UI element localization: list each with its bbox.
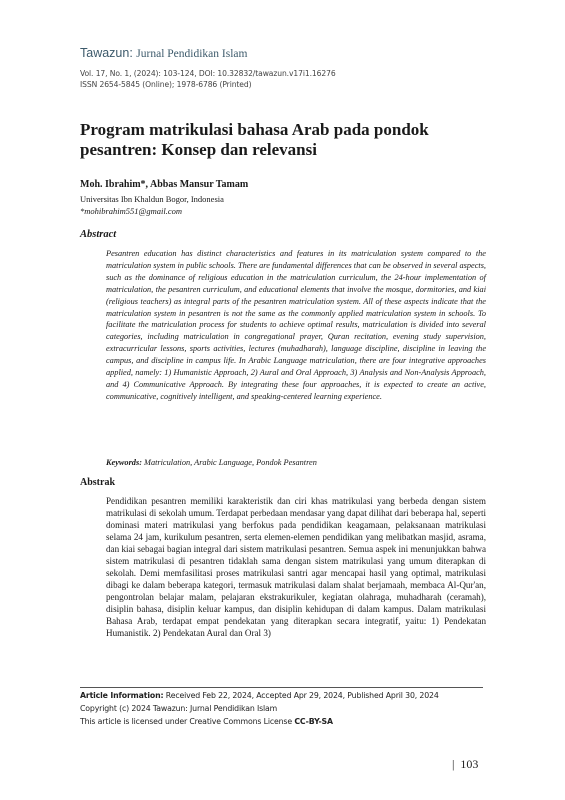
- footer-divider: [80, 687, 483, 688]
- keywords: [106, 458, 486, 467]
- keywords-label: Keywords:: [106, 458, 142, 467]
- author-email: *mohibrahim551@gmail.com: [80, 206, 183, 216]
- journal-name: [80, 46, 247, 60]
- authors: Moh. Ibrahim*, Abbas Mansur Tamam: [80, 179, 249, 190]
- abstract-heading: Abstract: [80, 229, 117, 240]
- abstrak-heading: Abstrak: [80, 477, 116, 488]
- page-number-separator: |: [452, 757, 455, 771]
- page-number-value: 103: [460, 757, 479, 771]
- copyright-line: Copyright (c) 2024 Tawazun: Jurnal Pendidikan Islam: [80, 704, 278, 713]
- journal-subtitle: Jurnal Pendidikan Islam: [136, 48, 248, 60]
- volume-doi-line: Vol. 17, No. 1, (2024): 103-124, DOI: 10.32832/tawazun.v17i1.16276: [80, 69, 336, 78]
- license-text: This article is licensed under Creative Commons License: [80, 717, 292, 726]
- issn-line: ISSN 2654-5845 (Online); 1978-6786 (Printed): [80, 80, 252, 89]
- page-number: [452, 757, 478, 772]
- journal-name-main: Tawazun:: [80, 46, 133, 60]
- article-information-dates: Received Feb 22, 2024, Accepted Apr 29, 2024, Published April 30, 2024: [165, 691, 439, 700]
- license-line: [80, 717, 333, 726]
- article-information: [80, 691, 439, 700]
- license-link[interactable]: CC-BY-SA: [294, 717, 333, 726]
- abstrak-body: Pendidikan pesantren memiliki karakteristik dan ciri khas matrikulasi yang berbeda dengan sistem matrikulasi di sekolah umum. Terdapat perbedaan mendasar yang dapat dilihat dari beberapa hal, seperti dominasi materi matrikulasi yang berfokus pada pendidikan keagamaan, pelaksanaan matrikulasi selama 24 jam, kurikulum pesantren, serta elemen-elemen pendidikan yang melibatkan masjid, asrama, dan kiai sebagai bagian integral dari sistem matrikulasi pesantren. Semua aspek ini menunjukkan bahwa sistem matrikulasi di pesantren tidaklah sama dengan sistem matrikulasi yang umum diterapkan di sekolah. Demi memfasilitasi proses matrikulasi santri agar mencapai hasil yang optimal, matrikulasi dibagi ke dalam beberapa kategori, termasuk matrikulasi dalam shalat berjamaah, membaca Al-Qur'an, pengontrolan belajar malam, pelajaran ekstrakurikuler, kegiatan olahraga, muhadharah (ceramah), disiplin bahasa, disiplin keluar kampus, dan disiplin kehidupan di dalam kampus. Dalam matrikulasi Bahasa Arab, terdapat empat pendekatan yang diterapkan secara integratif, yaitu: 1) Pendekatan Humanistik. 2) Pendekatan Aural dan Oral 3): [106, 496, 486, 639]
- article-title: Program matrikulasi bahasa Arab pada pondok pesantren: Konsep dan relevansi: [80, 120, 429, 159]
- keywords-list: Matriculation, Arabic Language, Pondok Pesantren: [144, 458, 317, 467]
- abstract-body: Pesantren education has distinct characteristics and features in its matriculation system compared to the matriculation system in public schools. There are fundamental differences that can be observed in several aspects, such as the dominance of religious education in the matriculation curriculum, the 24-hour implementation of matriculation, the pesantren curriculum, and educational elements that involve the mosque, dormitories, and kiai (religious teachers) as integral parts of the pesantren matriculation system. All of these aspects indicate that the matriculation system in pesantren is not the same as the commonly applied matriculation system in schools. To facilitate the matriculation process for students to achieve optimal results, matriculation is divided into several categories, including matriculation in congregational prayer, Quran recitation, evening study supervision, extracurricular lessons, sports activities, lectures (muhadharah), language discipline, discipline in leaving the campus, and discipline in campus life. In Arabic Language matriculation, there are four integrative approaches applied, namely: 1) Humanistic Approach, 2) Aural and Oral Approach, 3) Analysis and Non-Analysis Approach, and 4) Communicative Approach. By integrating these four approaches, it is expected to create an active, communicative, cognitively intelligent, and speaking-centered learning experience.: [106, 249, 486, 401]
- affiliation: Universitas Ibn Khaldun Bogor, Indonesia: [80, 194, 224, 204]
- article-information-label: Article Information:: [80, 691, 164, 700]
